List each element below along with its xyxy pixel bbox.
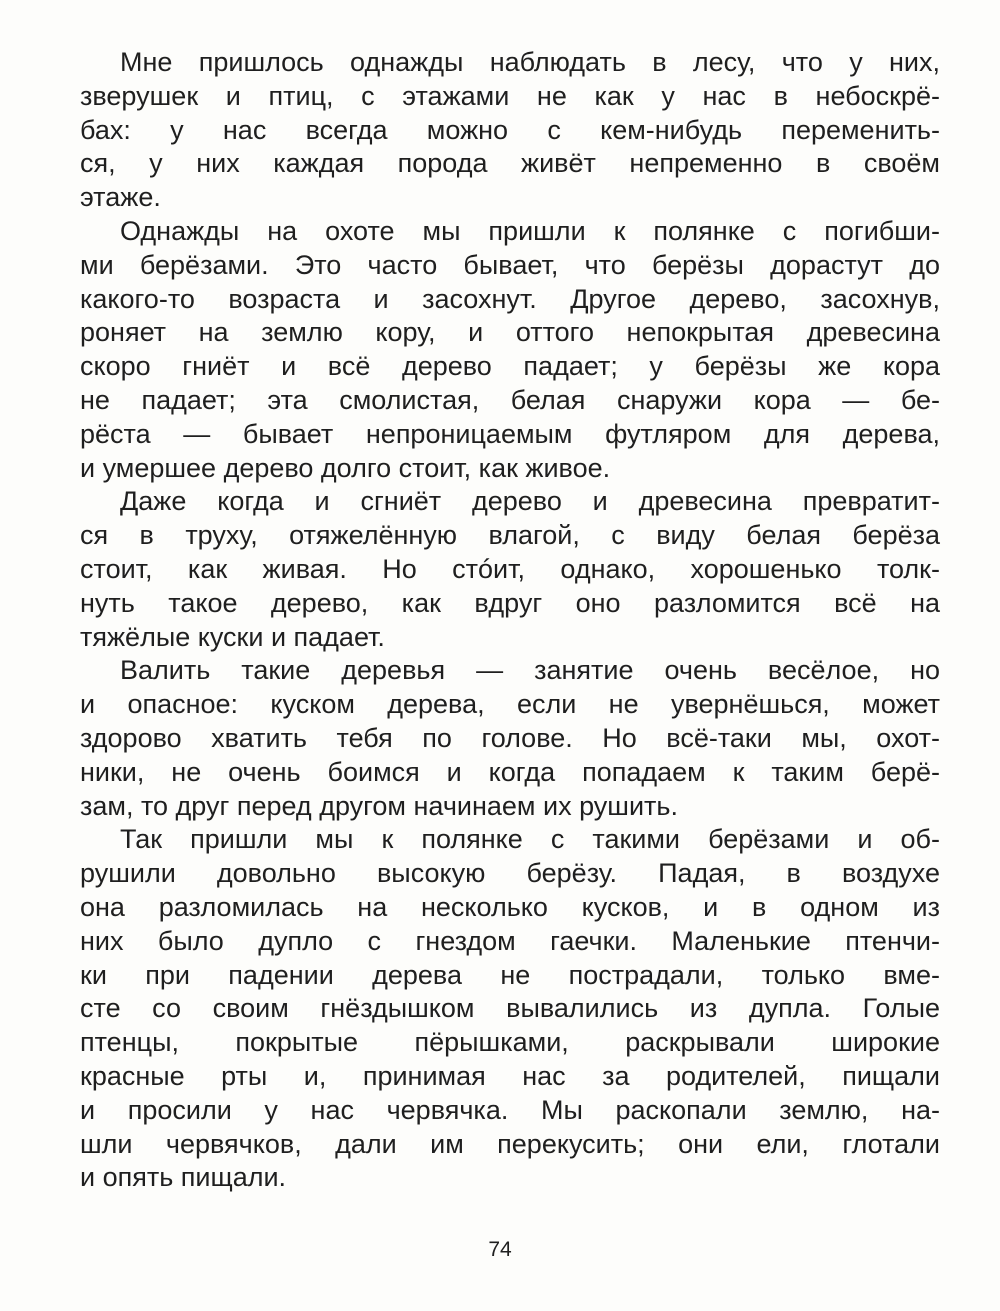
text-line: ники, не очень боимся и когда попадаем к таким берё- (80, 756, 940, 787)
text-line: она разломилась на несколько кусков, и в одном из (80, 891, 940, 922)
text-line: ки при падении дерева не пострадали, только вме- (80, 959, 940, 990)
paragraph-4 (80, 654, 940, 823)
text-line: не падает; эта смолистая, белая снаружи кора — бе- (80, 384, 940, 415)
text-line: рушили довольно высокую берёзу. Падая, в воздухе (80, 858, 940, 889)
text-line: скоро гниёт и всё дерево падает; у берёзы же кора (80, 351, 940, 382)
text-line: бах: у нас всегда можно с кем-нибудь переменить- (80, 114, 940, 145)
text-line: здорово хватить тебя по голове. Но всё-таки мы, охот- (80, 722, 940, 753)
text-line: какого-то возраста и засохнут. Другое дерево, засохнув, (80, 283, 940, 314)
text-line: и умершее дерево долго стоит, как живое. (80, 452, 611, 483)
text-line: Так пришли мы к полянке с такими берёзами и об- (120, 824, 940, 855)
text-line: этаже. (80, 182, 161, 213)
text-line: ся, у них каждая порода живёт непременно в своём (80, 148, 940, 179)
text-line: Даже когда и сгниёт дерево и древесина превратит- (120, 486, 940, 517)
text-line: и просили у нас червячка. Мы раскопали землю, на- (80, 1094, 940, 1125)
text-line: ми берёзами. Это часто бывает, что берёзы дорастут до (80, 249, 940, 280)
text-line: шли червячков, дали им перекусить; они ели, глотали (80, 1128, 940, 1159)
text-line: и опасное: куском дерева, если не увернёшься, может (80, 689, 940, 720)
text-line: них было дупло с гнездом гаечки. Маленькие птенчи- (80, 925, 940, 956)
text-line: зам, то друг перед другом начинаем их рушить. (80, 790, 678, 821)
paragraph-2 (80, 215, 940, 485)
body-text (80, 46, 940, 1195)
paragraph-1 (80, 46, 940, 215)
text-line: птенцы, покрытые пёрышками, раскрывали широкие (80, 1027, 940, 1058)
text-line: ся в труху, отяжелённую влагой, с виду белая берёза (80, 520, 940, 551)
paragraph-5 (80, 823, 940, 1195)
text-line: красные рты и, принимая нас за родителей, пищали (80, 1060, 940, 1091)
paragraph-3 (80, 485, 940, 654)
text-line: сте со своим гнёздышком вывалились из дупла. Голые (80, 993, 940, 1024)
text-line: нуть такое дерево, как вдруг оно разломится всё на (80, 587, 940, 618)
text-line: рёста — бывает непроницаемым футляром для дерева, (80, 418, 940, 449)
text-line: Мне пришлось однажды наблюдать в лесу, что у них, (120, 47, 940, 77)
text-line: Валить такие деревья — занятие очень весёлое, но (120, 655, 940, 686)
text-line: тяжёлые куски и падает. (80, 621, 385, 652)
text-line: и опять пищали. (80, 1162, 287, 1193)
page-number: 74 (488, 1238, 512, 1261)
text-line: роняет на землю кору, и оттого непокрытая древесина (80, 317, 940, 348)
text-line: зверушек и птиц, с этажами не как у нас в небоскрё- (80, 80, 940, 111)
text-line: Однажды на охоте мы пришли к полянке с погибши- (120, 215, 940, 246)
text-line: стоит, как живая. Но стóит, однако, хорошенько толк- (80, 553, 940, 584)
